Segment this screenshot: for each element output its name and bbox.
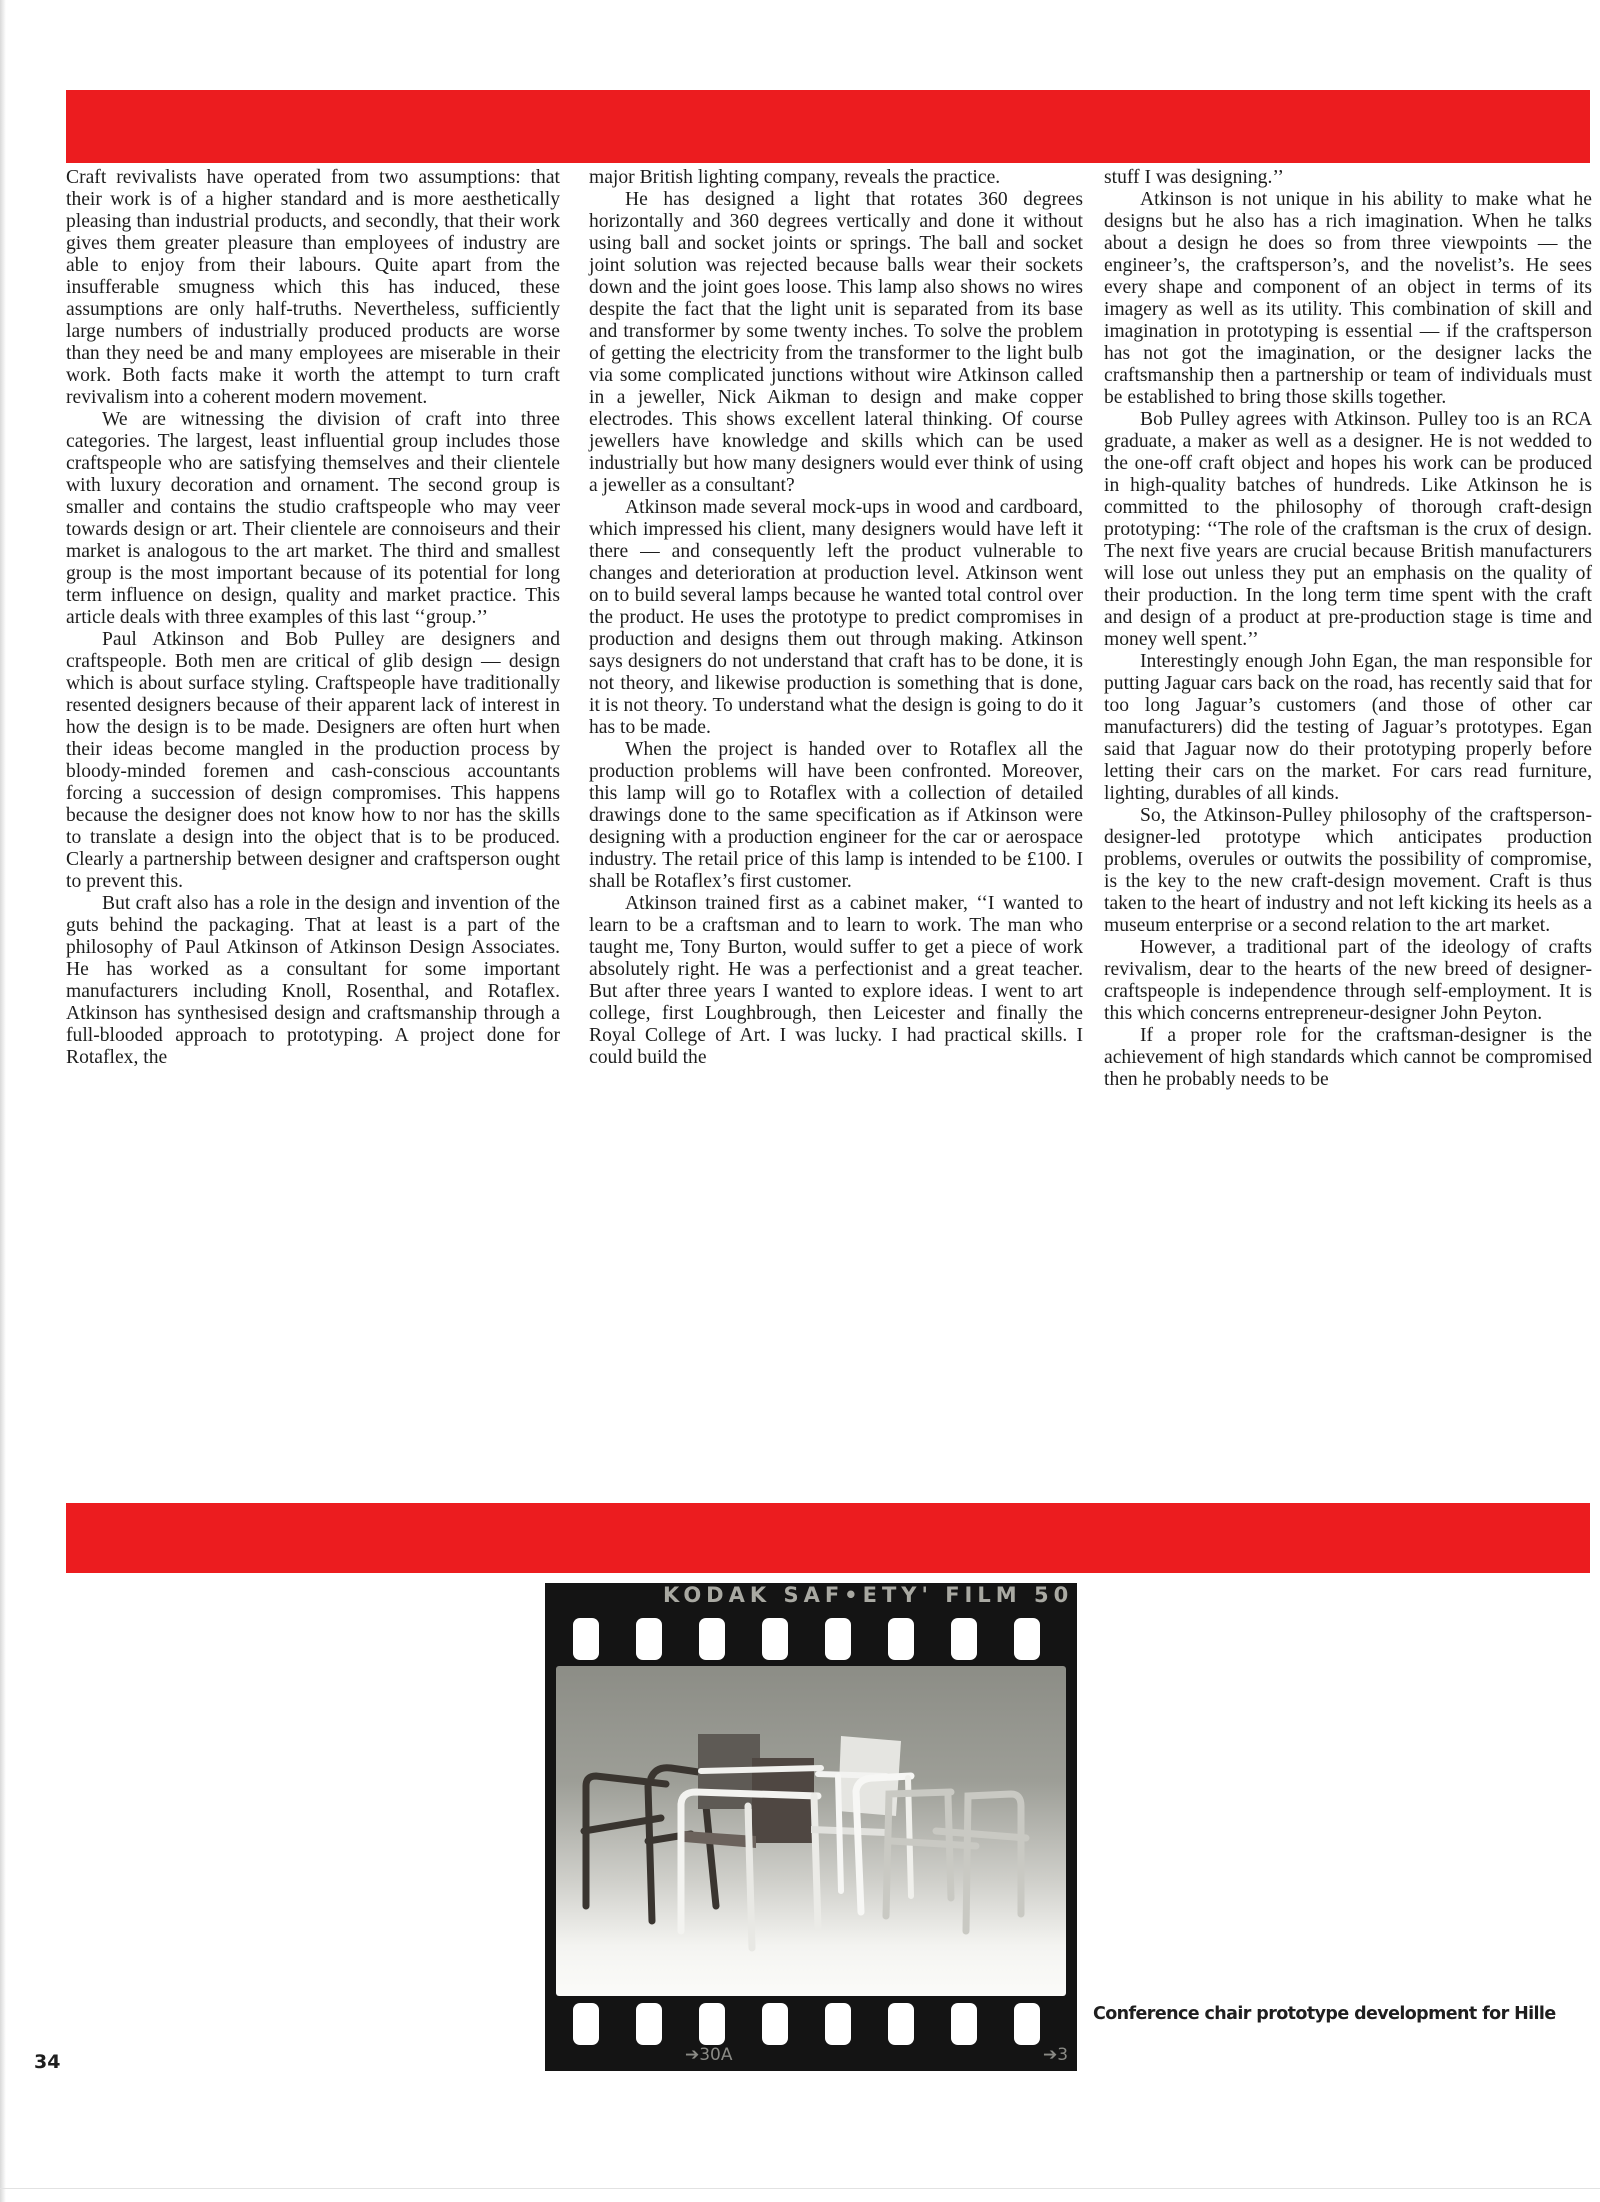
page-binding-shadow xyxy=(0,0,6,2202)
page-bottom-edge xyxy=(0,2188,1600,2189)
paragraph: Atkinson is not unique in his ability to make what he designs but he also has a rich imagination. When he talks about a design he does so from three viewpoints — the engineer’s, the craftsperson’s, and the novelist’s. He sees every shape and component of an object in terms of its imagery as well as its utility. This combination of skill and imagination in prototyping is essential — if the craftsperson has not got the imagination, or the designer lacks the craftsmanship then a partnership or team of individuals must be established to bring those skills together. xyxy=(1104,189,1592,408)
paragraph: If a proper role for the craftsman-designer is the achievement of high standards which cannot be compromised then he probably needs to be xyxy=(1104,1025,1592,1090)
paragraph: Bob Pulley agrees with Atkinson. Pulley too is an RCA graduate, a maker as well as a designer. He is not wedded to the one-off craft object and hopes his work can be produced in high-quality batches of hundreds. Like Atkinson he is committed to the philosophy of thorough craft-design prototyping: ‘‘The role of the craftsman is the crux of design. The next five years are crucial because British manufacturers will lose out unless they put an emphasis on the quality of their production. In the long term time spent with the craft and design of a product at pre-production stage is time and money well spent.’’ xyxy=(1104,409,1592,650)
paragraph: Atkinson made several mock-ups in wood and cardboard, which impressed his client, many designers would have left it there — and consequently left the product vulnerable to changes and deterioration at production level. Atkinson went on to build several lamps because he wanted total control over the product. He uses the prototype to predict compromises in production and designs them out through making. Atkinson says designers do not understand that craft has to be done, it is not theory, and likewise production is something that is done, it is not theory. To understand what the design is going to do it has to be made. xyxy=(589,497,1083,738)
article-column-1 xyxy=(66,167,560,1069)
paragraph: When the project is handed over to Rotaflex all the production problems will have been confronted. Moreover, this lamp will go to Rotaflex with a collection of detailed drawings done to the same specification as if Atkinson were designing with a production engineer for the car or aerospace industry. The retail price of this lamp is intended to be £100. I shall be Rotaflex’s first customer. xyxy=(589,739,1083,892)
paragraph: He has designed a light that rotates 360 degrees horizontally and 360 degrees vertically and done it without using ball and socket joints or springs. The ball and socket joint solution was rejected because balls wear their sockets down and the joint goes loose. This lamp also shows no wires despite the fact that the light unit is separated from its base and transformer by some twenty inches. To solve the problem of getting the electricity from the transformer to the light bulb via some complicated junctions without wire Atkinson called in a jeweller, Nick Aikman to design and make copper electrodes. This shows excellent lateral thinking. Of course jewellers have knowledge and skills which can be used industrially but how many designers would ever think of using a jeweller as a consultant? xyxy=(589,189,1083,496)
page-number: 34 xyxy=(34,2051,61,2073)
paragraph: We are witnessing the division of craft into three categories. The largest, least influential group includes those craftspeople who are satisfying themselves and their clientele with luxury decoration and ornament. The second group is smaller and contains the studio craftspeople who may veer towards design or art. Their clientele are connoiseurs and their market is analogous to the art market. The third and smallest group is the most important because of its potential for long term influence on design, quality and market practice. This article deals with three examples of this last ‘‘group.’’ xyxy=(66,409,560,628)
photo-frame-chairs xyxy=(556,1666,1066,1996)
paragraph: major British lighting company, reveals the practice. xyxy=(589,167,1001,188)
article-column-3 xyxy=(1104,167,1592,1091)
chair-white xyxy=(811,1736,911,1912)
sprocket-holes-bottom xyxy=(573,2003,1077,2045)
paragraph: Paul Atkinson and Bob Pulley are designers and craftspeople. Both men are critical of glib design — design which is about surface styling. Craftspeople have traditionally resented designers because of their apparent lack of interest in how the design is to be made. Designers are often hurt when their ideas become mangled in the production process by bloody-minded foremen and cash-conscious accountants forcing a succession of design compromises. This happens because the designer does not know how to nor has the skills to translate a design into the object that is to be produced. Clearly a partnership between designer and craftsperson ought to prevent this. xyxy=(66,629,560,892)
top-red-band xyxy=(66,90,1590,163)
chairs-illustration xyxy=(556,1666,1066,1996)
film-edge-label: KODAK SAF•ETY' FILM 50 xyxy=(663,1583,1074,1607)
paragraph: Interestingly enough John Egan, the man responsible for putting Jaguar cars back on the road, has recently said that for too long Jaguar’s customers (and those of other car manufacturers) did the testing of Jaguar’s prototypes. Egan said that Jaguar now do their prototyping properly before letting their cars on the market. For cars read furniture, lighting, durables of all kinds. xyxy=(1104,651,1592,804)
film-strip-photo xyxy=(545,1583,1077,2071)
bottom-red-band xyxy=(66,1503,1590,1573)
paragraph: However, a traditional part of the ideology of crafts revivalism, dear to the hearts of the new breed of designer-craftspeople is independence through self-employment. It is this which concerns entrepreneur-designer John Peyton. xyxy=(1104,937,1592,1024)
sprocket-holes-top xyxy=(573,1618,1077,1660)
paragraph: So, the Atkinson-Pulley philosophy of the craftsperson-designer-led prototype which anticipates production problems, overules or outwits the possibility of compromise, is the key to the new craft-design movement. Craft is thus taken to the heart of industry and not left kicking its heels as a museum enterprise or a second relation to the art market. xyxy=(1104,805,1592,936)
paragraph: stuff I was designing.’’ xyxy=(1104,167,1284,188)
film-frame-code-right: ➔3 xyxy=(1043,2045,1069,2065)
article-column-2 xyxy=(589,167,1083,1069)
paragraph: Craft revivalists have operated from two assumptions: that their work is of a higher standard and is more aesthetically pleasing than industrial products, and secondly, that their work gives them greater pleasure than employees of industry are able to enjoy from their labours. Quite apart from the insufferable smugness which this has induced, these assumptions are only half-truths. Nevertheless, sufficiently large numbers of industrially produced products are worse than they need be and many employees are miserable in their work. Both facts make it worth the attempt to turn craft revivalism into a coherent modern movement. xyxy=(66,167,560,408)
film-frame-code-left: ➔30A xyxy=(685,2045,733,2065)
paragraph: Atkinson trained first as a cabinet maker, ‘‘I wanted to learn to be a craftsman and to learn to work. The man who taught me, Tony Burton, would suffer to get a piece of work absolutely right. He was a perfectionist and a great teacher. But after three years I wanted to explore ideas. I went to art college, first Loughbrough, then Leicester and finally the Royal College of Art. I was lucky. I had practical skills. I could build the xyxy=(589,893,1083,1068)
photo-caption: Conference chair prototype development for Hille xyxy=(1093,2004,1556,2024)
paragraph: But craft also has a role in the design and invention of the guts behind the packaging. That at least is a part of the philosophy of Paul Atkinson of Atkinson Design Associates. He has worked as a consultant for some important manufacturers including Knoll, Rosenthal, and Rotaflex. Atkinson has synthesised design and craftsmanship through a full-blooded approach to prototyping. A project done for Rotaflex, the xyxy=(66,893,560,1068)
